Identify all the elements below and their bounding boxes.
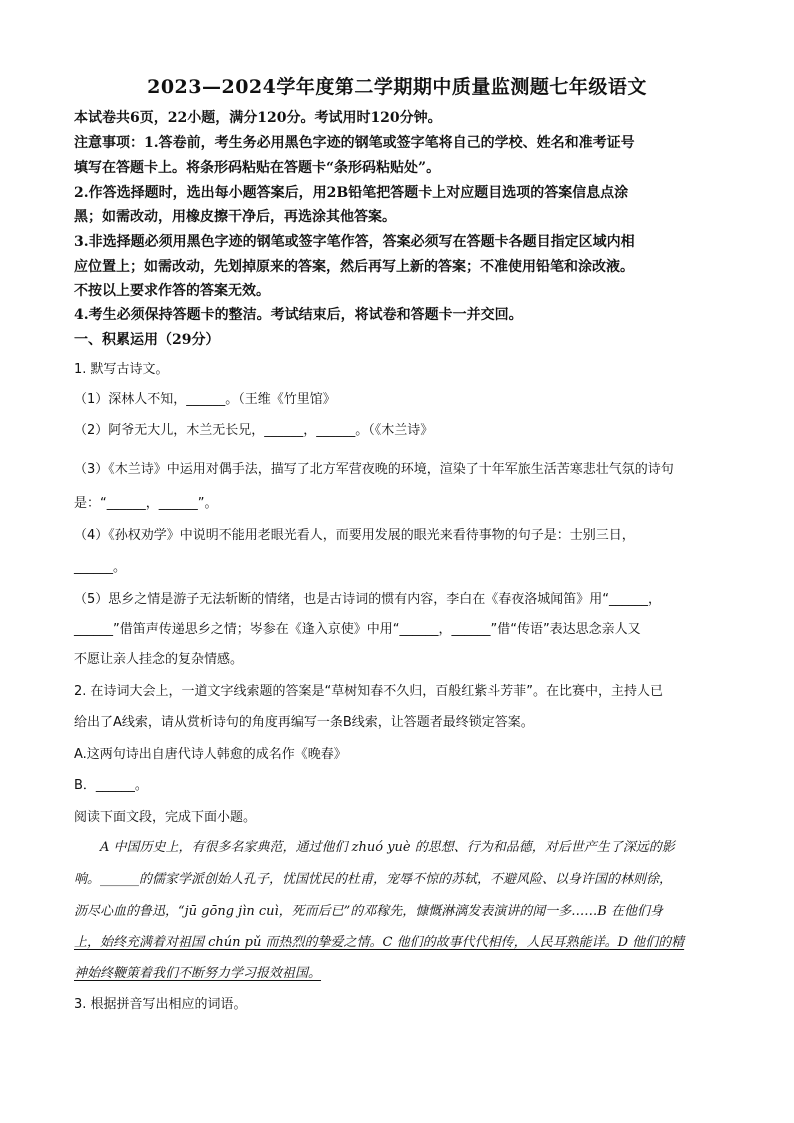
notes-line: 黑；如需改动，用橡皮擦干净后，再选涂其他答案。 xyxy=(74,209,396,225)
reading-intro: 阅读下面文段，完成下面小题。 xyxy=(74,810,257,825)
section-heading: 一、积累运用（29分） xyxy=(74,332,220,348)
notes-line: 2.作答选择题时，选出每小题答案后，用2B铅笔把答题卡上对应题目选项的答案信息点涂 xyxy=(74,185,629,201)
passage-line: 神始终鞭策着我们不断努力学习报效祖国。 xyxy=(74,966,322,981)
notes-line: 4.考生必须保持答题卡的整洁。考试结束后，将试卷和答题卡一并交回。 xyxy=(74,307,523,323)
question-1-part-3: （3）《木兰诗》中运用对偶手法，描写了北方军营夜晚的环境，渲染了十年军旅生活苦寒悲壮气氛的诗句 xyxy=(74,462,674,477)
question-1-part-5: （5）思乡之情是游子无法斩断的情绪，也是古诗词的惯有内容，李白在《春夜洛城闻笛》用“______， xyxy=(74,592,662,607)
question-1-part-5: ______”借笛声传递思乡之情；岑参在《逢入京使》中用“______，______”借“传语”表达思念亲人又 xyxy=(74,622,641,637)
exam-intro: 本试卷共6页，22小题，满分120分。考试用时120分钟。 xyxy=(74,110,442,126)
clue-b: B．______。 xyxy=(74,778,148,793)
question-1-part-3: 是：“______，______”。 xyxy=(74,496,218,511)
notes-line: 填写在答题卡上。将条形码粘贴在答题卡“条形码粘贴处”。 xyxy=(74,160,441,176)
notes-line: 应位置上；如需改动，先划掉原来的答案，然后再写上新的答案；不准使用铅笔和涂改液。 xyxy=(74,259,634,275)
page-title: 2023—2024学年度第二学期期中质量监测题七年级语文 xyxy=(147,76,647,98)
clue-a: A.这两句诗出自唐代诗人韩愈的成名作《晚春》 xyxy=(74,747,347,762)
notes-line: 3.非选择题必须用黑色字迹的钢笔或签字笔作答，答案必须写在答题卡各题目指定区域内相 xyxy=(74,234,635,250)
question-1-stem: 1. 默写古诗文。 xyxy=(74,362,169,377)
question-1-part-5: 不愿让亲人挂念的复杂情感。 xyxy=(74,652,244,667)
notes-line: 注意事项：1.答卷前，考生务必用黑色字迹的钢笔或签字笔将自己的学校、姓名和准考证号 xyxy=(74,135,635,151)
passage-line: 沥尽心血的鲁迅，“jū gōng jìn cuì，死而后已”的邓稼先，慷慨淋漓发表演讲的闻一多……B 在他们身 xyxy=(74,904,663,919)
notes-line: 不按以上要求作答的答案无效。 xyxy=(74,283,270,299)
passage-line: 响。______的儒家学派创始人孔子，忧国忧民的杜甫，宠辱不惊的苏轼，不避风险、以身许国的林则徐， xyxy=(74,872,673,887)
question-2: 2. 在诗词大会上，一道文字线索题的答案是“草树知春不久归，百般红紫斗芳菲”。在比赛中，主持人已 xyxy=(74,684,664,699)
question-3: 3. 根据拼音写出相应的词语。 xyxy=(74,997,247,1012)
question-1-part-2: （2）阿爷无大儿，木兰无长兄，______，______。（《木兰诗》 xyxy=(74,423,434,438)
question-1-part-1: （1）深林人不知，______。（王维《竹里馆》 xyxy=(74,392,336,407)
question-2: 给出了A线索，请从赏析诗句的角度再编写一条B线索，让答题者最终锁定答案。 xyxy=(74,715,534,730)
passage-line: 上，始终充满着对祖国 chún pǔ 而热烈的挚爱之情。C 他们的故事代代相传，人民耳熟能详。D 他们的精 xyxy=(74,935,685,950)
question-1-part-4: ______。 xyxy=(74,560,127,575)
passage-line: A 中国历史上，有很多名家典范，通过他们 zhuó yuè 的思想、行为和品德，对后世产生了深远的影 xyxy=(100,840,675,855)
question-1-part-4: （4）《孙权劝学》中说明不能用老眼光看人，而要用发展的眼光来看待事物的句子是：士别三日， xyxy=(74,528,635,543)
